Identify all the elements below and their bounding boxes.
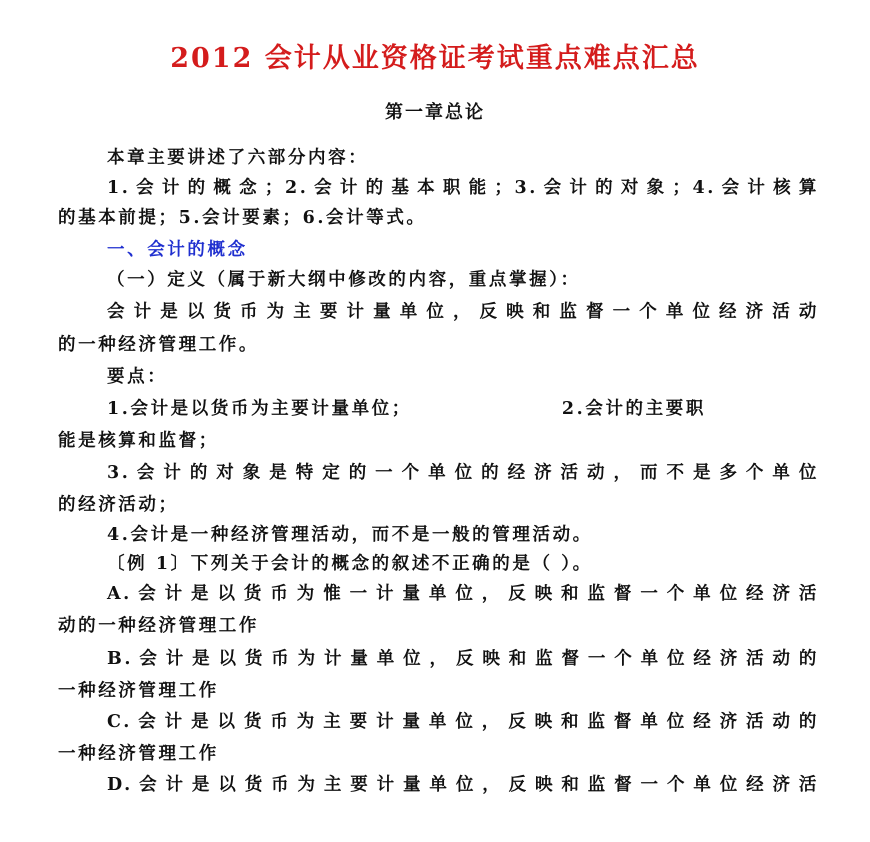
option-a-cont: 动的一种经济管理工作 — [58, 616, 259, 636]
section-heading: 一、会计的概念 — [107, 240, 248, 260]
option-b-cont: 一种经济管理工作 — [58, 681, 219, 701]
point-line: 4.会计是一种经济管理活动，而不是一般的管理活动。 — [107, 525, 593, 545]
option-c-cont: 一种经济管理工作 — [58, 744, 219, 764]
option-b: B.会计是以货币为计量单位，反映和监督一个单位经济活动的 — [107, 649, 819, 669]
point-line: 能是核算和监督； — [58, 431, 219, 451]
option-a: A.会计是以货币为惟一计量单位，反映和监督一个单位经济活 — [107, 584, 819, 604]
point-1: 1.会计是以货币为主要计量单位； — [107, 399, 412, 419]
subsection-heading: （一）定义（属于新大纲中修改的内容，重点掌握）： — [107, 270, 581, 290]
point-line — [107, 397, 819, 421]
definition-line: 会计是以货币为主要计量单位，反映和监督一个单位经济活动 — [107, 302, 819, 322]
intro-paragraph: 本章主要讲述了六部分内容： — [107, 148, 369, 168]
point-line: 3.会计的对象是特定的一个单位的经济活动，而不是多个单位 — [107, 463, 819, 483]
option-c: C.会计是以货币为主要计量单位，反映和监督单位经济活动的 — [107, 712, 819, 732]
document-title: 2012 会计从业资格证考试重点难点汇总 — [170, 43, 700, 74]
points-label: 要点： — [107, 367, 168, 387]
example-question: 〔例 1〕下列关于会计的概念的叙述不正确的是（ ）。 — [107, 554, 593, 574]
chapter-heading: 第一章总论 — [385, 102, 485, 123]
content-list-line: 1.会计的概念；2.会计的基本职能；3.会计的对象；4.会计核算 — [107, 178, 819, 198]
content-list-line: 的基本前提；5.会计要素；6.会计等式。 — [58, 208, 427, 228]
point-2: 2.会计的主要职 — [561, 399, 706, 419]
definition-line: 的一种经济管理工作。 — [58, 335, 259, 355]
option-d: D.会计是以货币为主要计量单位，反映和监督一个单位经济活 — [107, 775, 819, 795]
point-line: 的经济活动； — [58, 495, 179, 515]
